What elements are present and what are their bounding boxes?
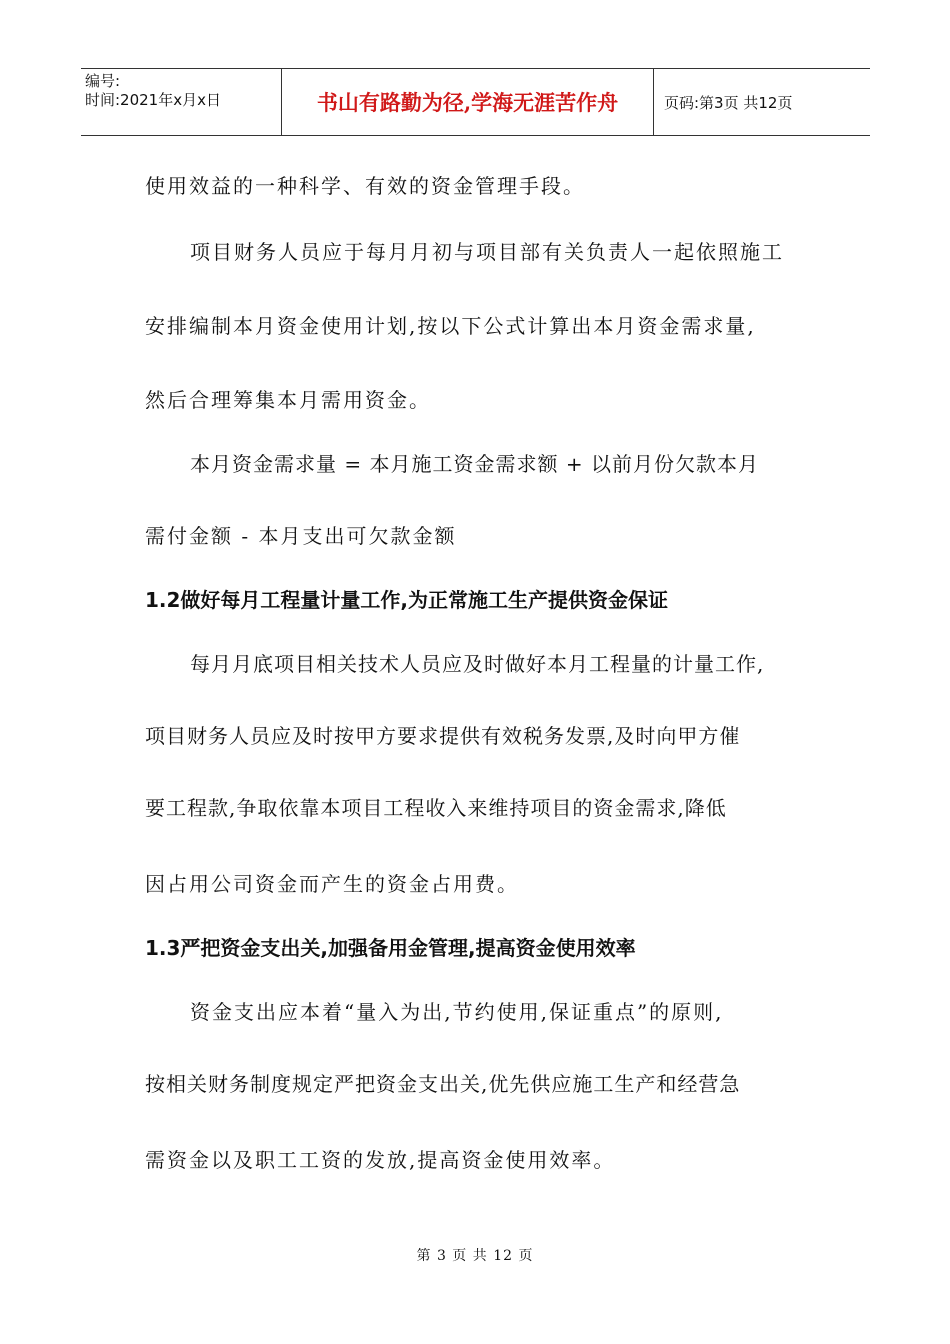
page-footer: 第 3 页 共 12 页 [416,1248,534,1264]
body-line: 要工程款,争取依靠本项目工程收入来维持项目的资金需求,降低 [145,796,727,820]
body-line: 使用效益的一种科学、有效的资金管理手段。 [145,174,585,198]
header-page-info: 页码:第3页 共12页 [664,93,793,112]
body-line: 需付金额 - 本月支出可欠款金额 [145,524,457,548]
body-line: 因占用公司资金而产生的资金占用费。 [145,872,519,896]
body-line: 本月资金需求量 = 本月施工资金需求额 + 以前月份欠款本月 [190,452,759,476]
body-line: 按相关财务制度规定严把资金支出关,优先供应施工生产和经营急 [145,1072,741,1096]
section-heading-1-3: 1.3严把资金支出关,加强备用金管理,提高资金使用效率 [145,936,636,960]
body-line: 安排编制本月资金使用计划,按以下公式计算出本月资金需求量, [145,314,756,338]
document-time-label: 时间:2021年x月x日 [85,91,221,109]
body-line: 然后合理筹集本月需用资金。 [145,388,431,412]
body-line: 需资金以及职工工资的发放,提高资金使用效率。 [145,1148,616,1172]
header-meta [81,69,282,135]
body-line: 项目财务人员应于每月月初与项目部有关负责人一起依照施工 [190,240,784,264]
page-header [81,68,870,136]
header-motto: 书山有路勤为径,学海无涯苦作舟 [282,69,654,135]
body-line: 项目财务人员应及时按甲方要求提供有效税务发票,及时向甲方催 [145,724,741,748]
body-line: 每月月底项目相关技术人员应及时做好本月工程量的计量工作, [190,652,765,676]
document-number-label: 编号: [85,72,121,90]
body-line: 资金支出应本着“量入为出,节约使用,保证重点”的原则, [190,1000,724,1024]
section-heading-1-2: 1.2做好每月工程量计量工作,为正常施工生产提供资金保证 [145,588,669,612]
